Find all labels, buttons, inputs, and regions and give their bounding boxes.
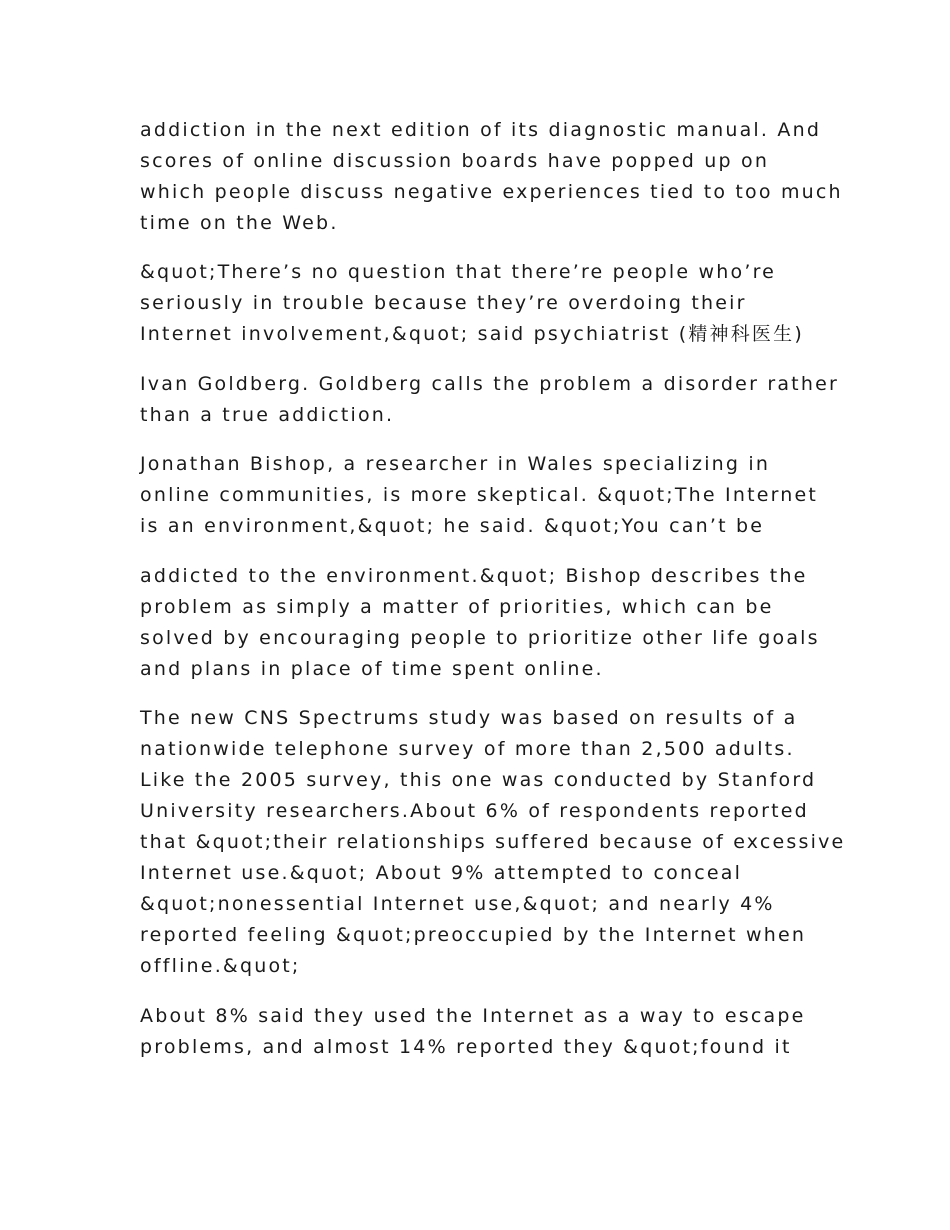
paragraph (140, 561, 820, 685)
text-line: Jonathan Bishop, a researcher in Wales specializing in (140, 453, 771, 475)
text-line: Ivan Goldberg. Goldberg calls the problem a disorder rather (140, 373, 839, 395)
text-line: solved by encouraging people to prioritize other life goals (140, 627, 820, 649)
text-line: problem as simply a matter of priorities, which can be (140, 596, 774, 618)
text-line: Internet involvement,&quot; said psychiatrist (精神科医生) (140, 323, 804, 345)
text-line: reported feeling &quot;preoccupied by the Internet when (140, 924, 807, 946)
paragraph (140, 449, 820, 542)
text-line: seriously in trouble because they’re overdoing their (140, 292, 747, 314)
text-line: University researchers.About 6% of respondents reported (140, 800, 809, 822)
text-line: time on the Web. (140, 212, 339, 234)
text-line: &quot;There’s no question that there’re people who’re (140, 261, 777, 283)
text-line: than a true addiction. (140, 404, 395, 426)
text-line: is an environment,&quot; he said. &quot;You can’t be (140, 515, 765, 537)
text-line: Internet use.&quot; About 9% attempted to conceal (140, 862, 743, 884)
paragraph (140, 257, 820, 350)
text-line: About 8% said they used the Internet as a way to escape (140, 1005, 806, 1027)
paragraph (140, 115, 843, 239)
text-line: that &quot;their relationships suffered because of excessive (140, 831, 846, 853)
text-line: problems, and almost 14% reported they &quot;found it (140, 1036, 792, 1058)
text-line: scores of online discussion boards have popped up on (140, 150, 770, 172)
text-line: online communities, is more skeptical. &quot;The Internet (140, 484, 819, 506)
text-line: and plans in place of time spent online. (140, 658, 604, 680)
text-line: The new CNS Spectrums study was based on results of a (140, 707, 798, 729)
text-line: addiction in the next edition of its diagnostic manual. And (140, 119, 822, 141)
text-line: nationwide telephone survey of more than 2,500 adults. (140, 738, 795, 760)
paragraph (140, 1001, 820, 1063)
text-line: offline.&quot; (140, 955, 301, 977)
text-line: &quot;nonessential Internet use,&quot; and nearly 4% (140, 893, 775, 915)
text-line: addicted to the environment.&quot; Bishop describes the (140, 565, 808, 587)
paragraph (140, 369, 839, 431)
text-line: Like the 2005 survey, this one was conducted by Stanford (140, 769, 817, 791)
paragraph (140, 703, 846, 982)
text-line: which people discuss negative experiences tied to too much (140, 181, 843, 203)
